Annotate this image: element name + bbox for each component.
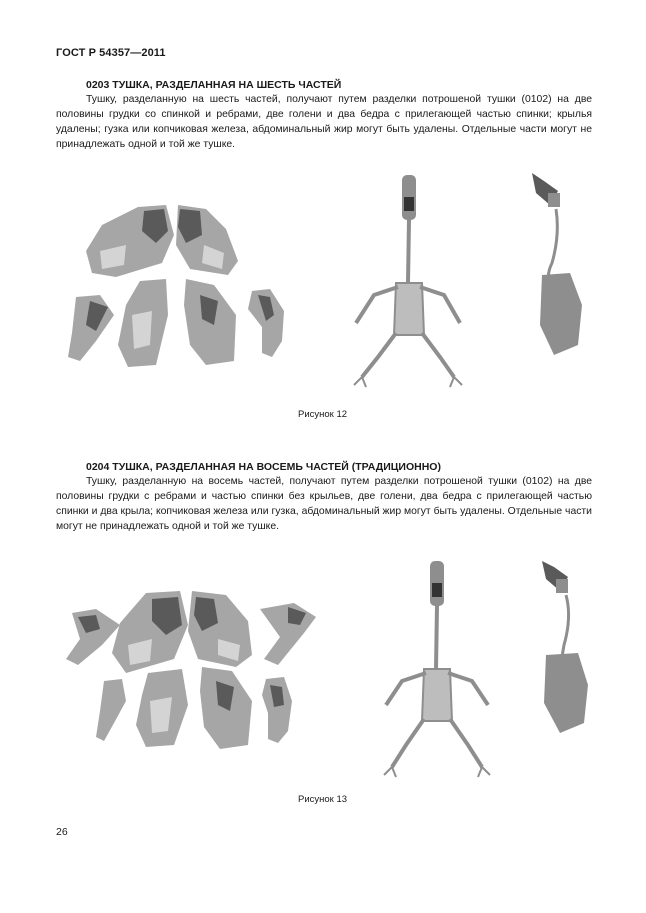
figure-13-illustration (56, 555, 596, 785)
figure-13-caption: Рисунок 13 (298, 794, 348, 805)
section-body-0203: Тушку, разделанную на шесть частей, получают путем разделки потрошеной тушки (0102) на две половины грудки со спинкой и ребрами, две голени и два бедра с прилегающей частью спинки; крылья удалены; гузка или копчиковая железа, абдоминальный жир могут быть удалены. Отдельные части могут не принадлежать одной и той же тушке. (56, 94, 592, 150)
section-body-0204: Тушку, разделанную на восемь частей, получают путем разделки потрошеной тушки (0102) на две половины грудки с ребрами и частью спинки без крыльев, две голени, два бедра с прилегающей частью спинки и два крыла; копчиковая железа или гузка, абдоминальный жир могут быть удалены. Отдельные части могут не принадлежать одной и той же тушке. (56, 476, 592, 532)
skeleton-side-view (532, 173, 582, 355)
section-title-0204: 0204 ТУШКА, РАЗДЕЛАННАЯ НА ВОСЕМЬ ЧАСТЕЙ (ТРАДИЦИОННО) (86, 461, 441, 473)
breast-half-left (86, 205, 174, 277)
skeleton-side-view (542, 561, 588, 733)
drumstick-right (262, 677, 292, 743)
document-header: ГОСТ Р 54357—2011 (56, 47, 166, 59)
drumstick-left (68, 295, 114, 361)
thigh-right (200, 667, 252, 749)
wing-right (260, 603, 316, 665)
skeleton-front-view (384, 561, 490, 777)
wing-left (66, 609, 120, 665)
breast-half-right (188, 591, 252, 667)
breast-half-right (176, 205, 238, 275)
thigh-left (118, 279, 168, 367)
figure-12-caption: Рисунок 12 (298, 409, 348, 420)
section-title-0203: 0203 ТУШКА, РАЗДЕЛАННАЯ НА ШЕСТЬ ЧАСТЕЙ (86, 79, 342, 91)
breast-half-left (112, 591, 188, 673)
drumstick-right (248, 289, 284, 357)
thigh-left (136, 669, 188, 747)
page-number: 26 (56, 826, 68, 838)
thigh-right (184, 279, 236, 365)
drumstick-left (96, 679, 126, 741)
figure-12-illustration (56, 165, 596, 395)
skeleton-front-view (354, 175, 462, 387)
